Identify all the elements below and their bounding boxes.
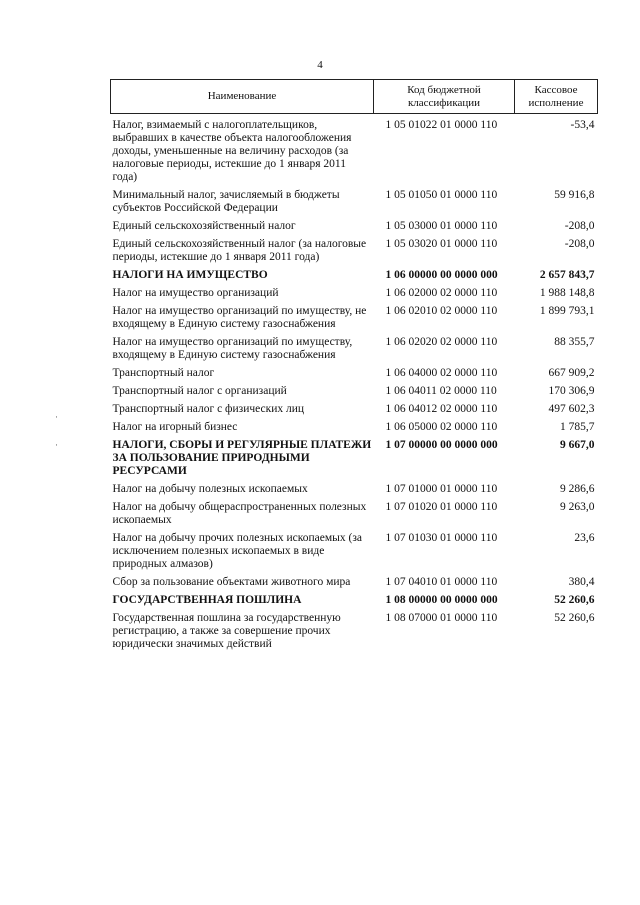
row-code: 1 05 01050 01 0000 110 (385, 189, 498, 201)
table-row (111, 287, 598, 305)
table-row (111, 421, 598, 439)
row-amount: 1 785,7 (560, 421, 595, 433)
header-code: Код бюджетной классификации (374, 80, 515, 114)
table-row (111, 403, 598, 421)
row-code: 1 08 07000 01 0000 110 (385, 612, 498, 624)
row-name: Транспортный налог (112, 367, 215, 379)
row-code: 1 07 00000 00 0000 000 (385, 439, 498, 451)
row-amount: 380,4 (568, 576, 595, 588)
row-name: Транспортный налог с организаций (112, 385, 287, 397)
table-row (111, 501, 598, 532)
row-code: 1 08 00000 00 0000 000 (385, 594, 498, 606)
table-header-row (111, 80, 598, 114)
table-body (111, 114, 598, 657)
table-row (111, 612, 598, 656)
row-code: 1 06 00000 00 0000 000 (385, 269, 498, 281)
row-amount: 9 286,6 (560, 483, 595, 495)
row-code: 1 06 05000 02 0000 110 (385, 421, 498, 433)
row-name: НАЛОГИ НА ИМУЩЕСТВО (112, 269, 268, 281)
row-amount: 1 988 148,8 (539, 287, 595, 299)
header-amount: Кассовое исполнение (515, 80, 598, 114)
table-row (111, 238, 598, 269)
row-name: ГОСУДАРСТВЕННАЯ ПОШЛИНА (112, 594, 302, 606)
row-amount: -53,4 (570, 119, 595, 131)
row-amount: 59 916,8 (554, 189, 595, 201)
row-code: 1 06 02020 02 0000 110 (385, 336, 498, 348)
row-name: Налог на добычу полезных ископаемых (112, 483, 308, 495)
row-amount: 497 602,3 (548, 403, 595, 415)
row-code: 1 06 02000 02 0000 110 (385, 287, 498, 299)
row-code: 1 06 02010 02 0000 110 (385, 305, 498, 317)
row-name: Налог, взимаемый с налогоплательщиков, выбравших в качестве объекта налогообложения доходы, уменьшенные на величину расходов (за налоговые периоды, истекшие до 1 января 2011 года) (112, 119, 352, 183)
budget-execution-table (110, 79, 598, 656)
row-amount: 667 909,2 (548, 367, 595, 379)
table-row (111, 576, 598, 594)
row-name: Налог на добычу общераспространенных полезных ископаемых (112, 501, 367, 526)
row-amount: 23,6 (574, 532, 595, 544)
budget-table-container (110, 79, 597, 656)
margin-mark: · (55, 412, 58, 422)
row-name: НАЛОГИ, СБОРЫ И РЕГУЛЯРНЫЕ ПЛАТЕЖИ ЗА ПОЛЬЗОВАНИЕ ПРИРОДНЫМИ РЕСУРСАМИ (112, 439, 372, 477)
row-name: Минимальный налог, зачисляемый в бюджеты субъектов Российской Федерации (112, 189, 340, 214)
row-amount: -208,0 (564, 220, 595, 232)
page-number: 4 (317, 59, 323, 71)
table-row (111, 189, 598, 220)
row-amount: 52 260,6 (554, 612, 595, 624)
row-amount: 2 657 843,7 (539, 269, 595, 281)
row-name: Налог на имущество организаций по имуществу, входящему в Единую систему газоснабжения (112, 336, 353, 361)
table-row (111, 532, 598, 576)
section-row (111, 594, 598, 612)
row-name: Единый сельскохозяйственный налог (112, 220, 296, 232)
row-code: 1 06 04000 02 0000 110 (385, 367, 498, 379)
row-amount: 170 306,9 (548, 385, 595, 397)
margin-mark: · (55, 440, 58, 450)
row-name: Государственная пошлина за государственную регистрацию, а также за совершение прочих юридически значимых действий (112, 612, 341, 650)
section-row (111, 439, 598, 483)
row-code: 1 07 01030 01 0000 110 (385, 532, 498, 544)
table-row (111, 483, 598, 501)
row-amount: 9 667,0 (560, 439, 595, 451)
row-code: 1 07 01000 01 0000 110 (385, 483, 498, 495)
row-name: Транспортный налог с физических лиц (112, 403, 305, 415)
row-name: Налог на игорный бизнес (112, 421, 238, 433)
row-code: 1 05 03000 01 0000 110 (385, 220, 498, 232)
row-code: 1 06 04011 02 0000 110 (385, 385, 497, 397)
row-code: 1 05 03020 01 0000 110 (385, 238, 498, 250)
row-name: Единый сельскохозяйственный налог (за налоговые периоды, истекшие до 1 января 2011 года) (112, 238, 367, 263)
table-row (111, 336, 598, 367)
row-code: 1 06 04012 02 0000 110 (385, 403, 498, 415)
section-row (111, 269, 598, 287)
row-code: 1 07 04010 01 0000 110 (385, 576, 498, 588)
table-row (111, 220, 598, 238)
row-name: Налог на имущество организаций по имуществу, не входящему в Единую систему газоснабжения (112, 305, 367, 330)
row-name: Сбор за пользование объектами животного мира (112, 576, 351, 588)
row-code: 1 07 01020 01 0000 110 (385, 501, 498, 513)
row-amount: 52 260,6 (554, 594, 595, 606)
row-amount: 88 355,7 (554, 336, 595, 348)
row-code: 1 05 01022 01 0000 110 (385, 119, 498, 131)
row-amount: -208,0 (564, 238, 595, 250)
row-amount: 9 263,0 (560, 501, 595, 513)
row-name: Налог на имущество организаций (112, 287, 279, 299)
row-name: Налог на добычу прочих полезных ископаемых (за исключением полезных ископаемых в виде природных алмазов) (112, 532, 362, 570)
table-row (111, 305, 598, 336)
header-name: Наименование (111, 80, 374, 114)
table-row (111, 385, 598, 403)
table-row (111, 367, 598, 385)
table-row (111, 114, 598, 190)
row-amount: 1 899 793,1 (539, 305, 595, 317)
